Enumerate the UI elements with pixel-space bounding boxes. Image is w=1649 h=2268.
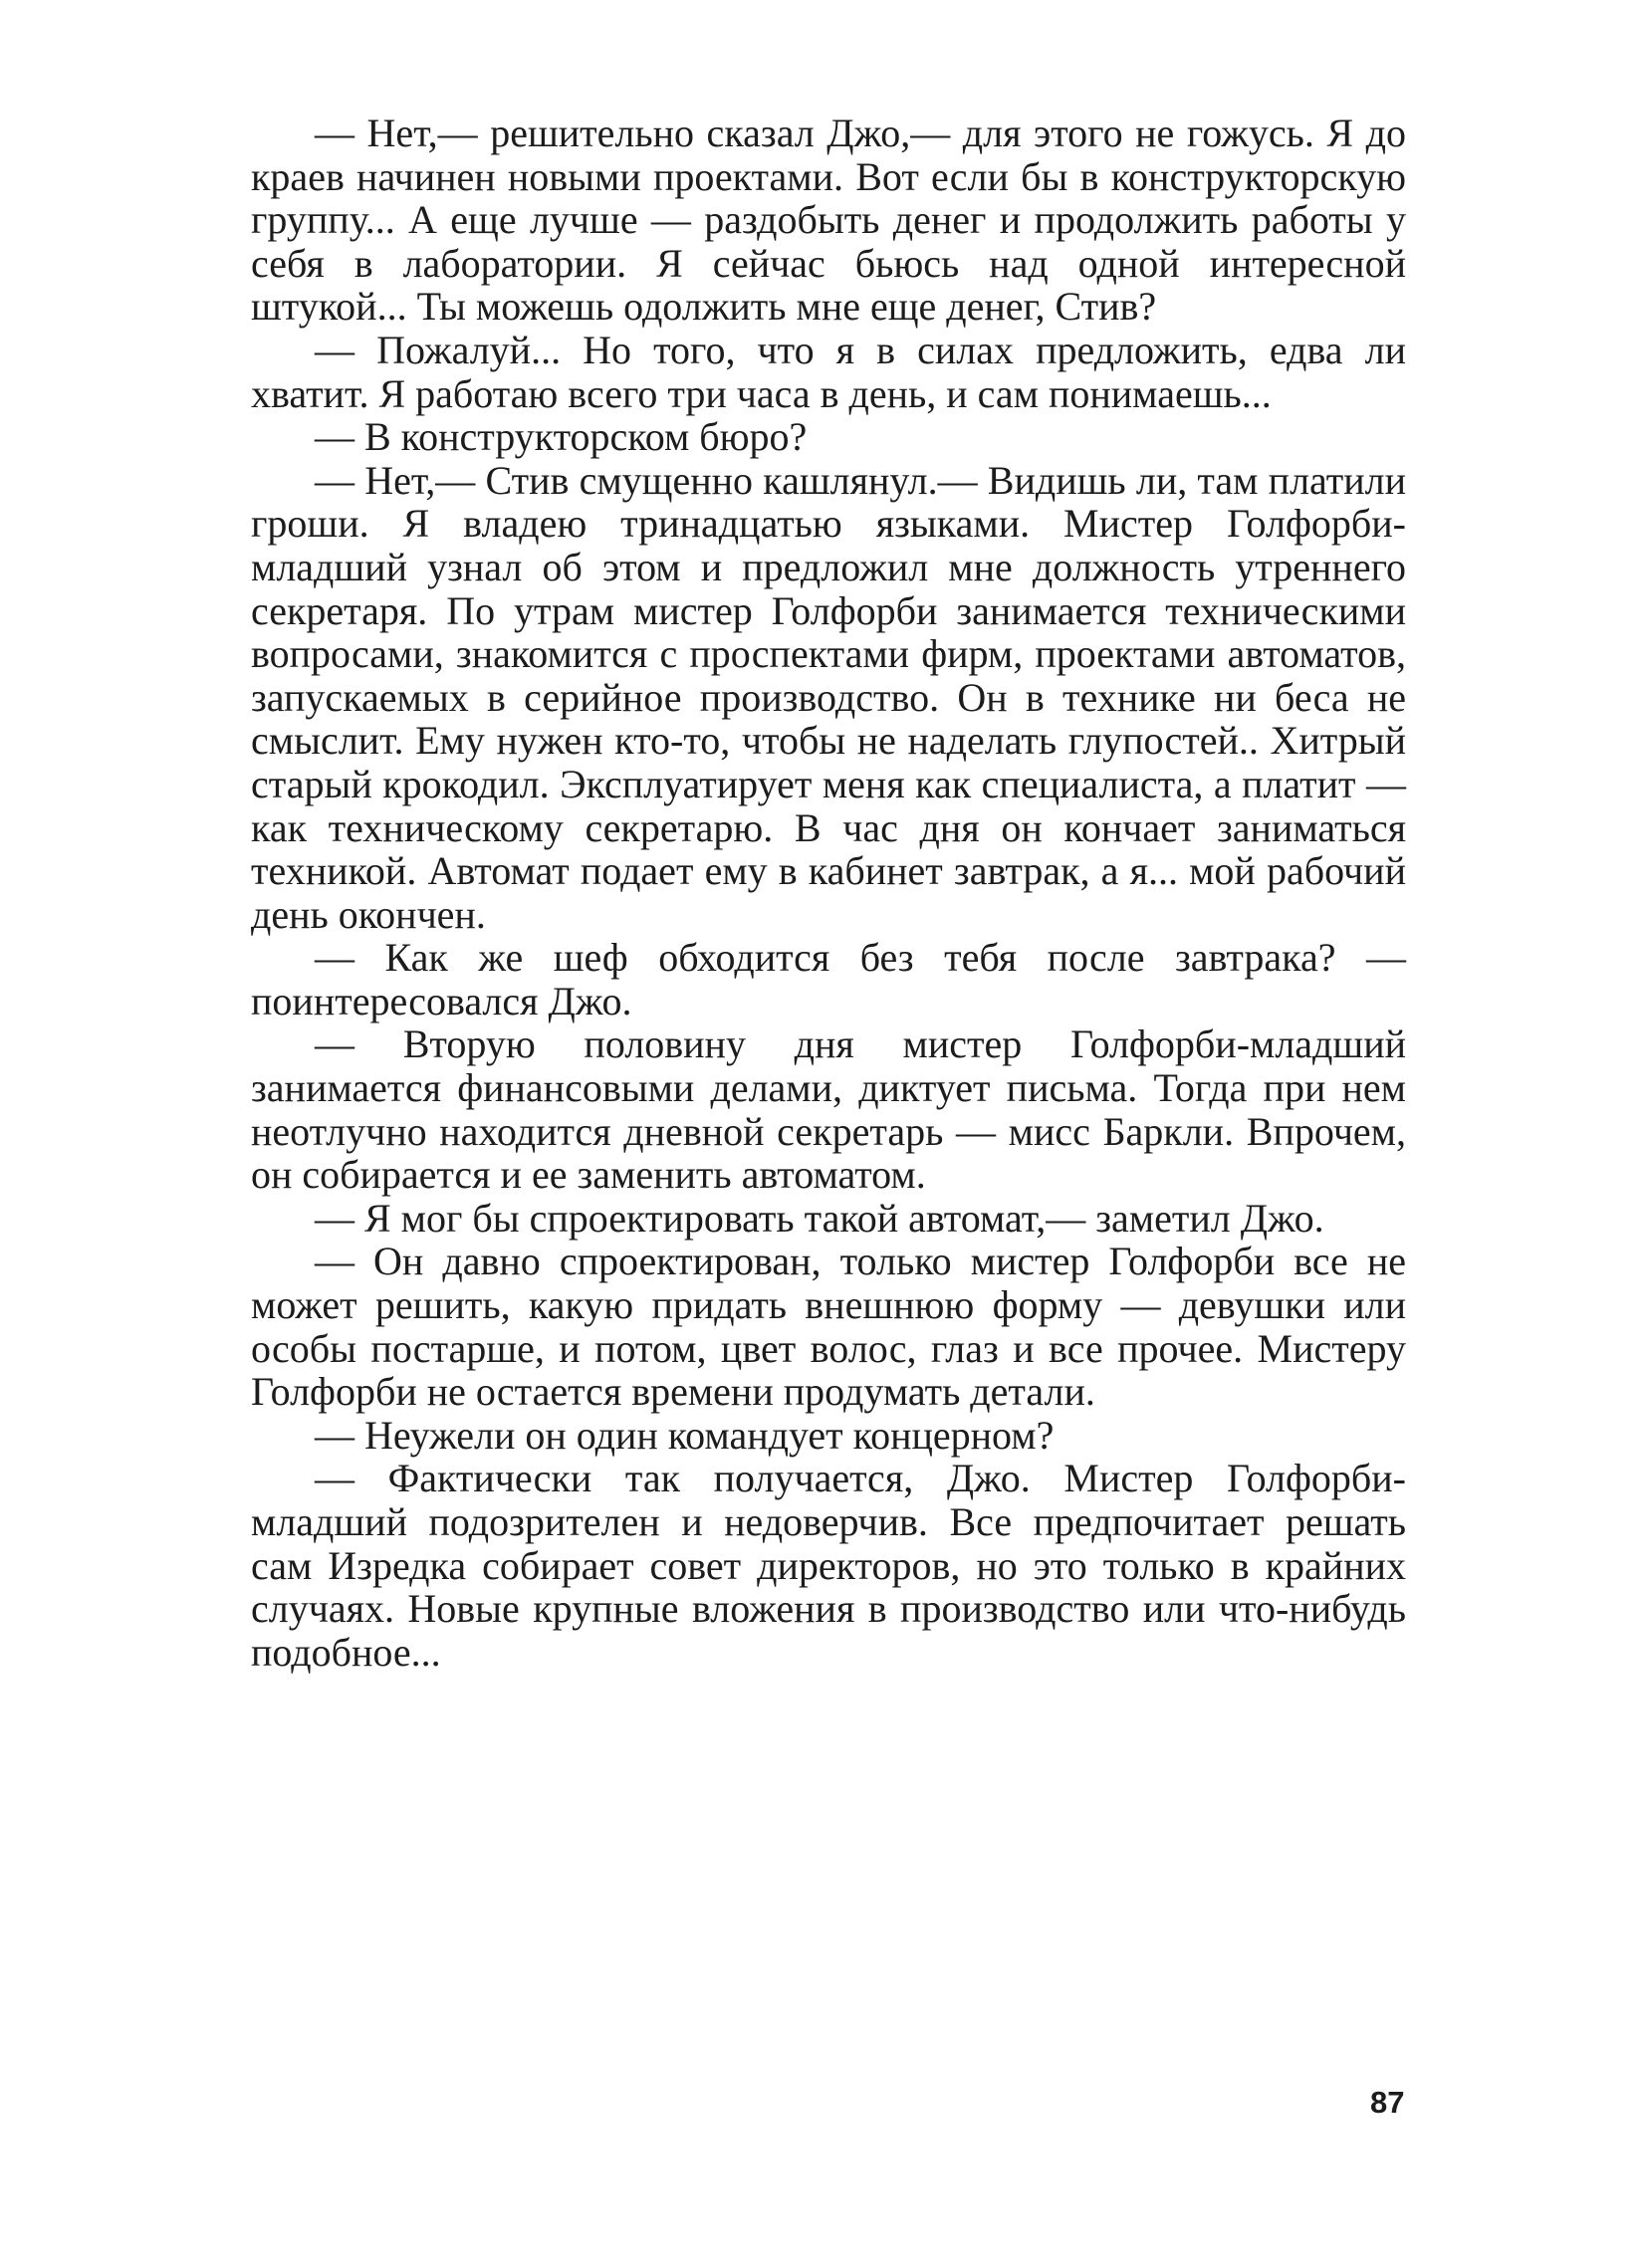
paragraph: — Нет,— решительно сказал Джо,— для этого не гожусь. Я до краев начинен новыми проектами. Вот если бы в конструкторскую группу... А еще лучше — раздобыть денег и продолжить работы у себя в лаборатории. Я сейчас бьюсь над одной интересной штукой... Ты можешь одолжить мне еще денег, Стив? bbox=[251, 111, 1406, 330]
paragraph: — Нет,— Стив смущенно кашлянул.— Видишь ли, там платили гроши. Я владею тринадцатью языками. Мистер Голфорби-младший узнал об этом и предложил мне должность утреннего секретаря. По утрам мистер Голфорби занимается техническими вопросами, знакомится с проспектами фирм, проектами автоматов, запускаемых в серийное производство. Он в технике ни беса не смыслит. Ему нужен кто-то, чтобы не наделать глупостей.. Хитрый старый крокодил. Эксплуатирует меня как специалиста, а платит — как техническому секретарю. В час дня он кончает заниматься техникой. Автомат подает ему в кабинет завтрак, а я... мой рабочий день окончен. bbox=[251, 457, 1406, 937]
paragraph: — Вторую половину дня мистер Голфорби-младший занимается финансовыми делами, диктует письма. Тогда при нем неотлучно находится дневной секретарь — мисс Баркли. Впрочем, он собирается и ее заменить автоматом. bbox=[251, 1021, 1406, 1198]
paragraph: — Фактически так получается, Джо. Мистер Голфорби-младший подозрителен и недоверчив. Все предпочитает решать сам Изредка собирает совет директоров, но это только в крайних случаях. Новые крупные вложения в производство или что-нибудь подобное... bbox=[251, 1456, 1406, 1675]
paragraph: — Я мог бы спроектировать такой автомат,— заметил Джо. bbox=[315, 1195, 1324, 1241]
page-number: 87 bbox=[1370, 2085, 1405, 2120]
paragraph: — Как же шеф обходится без тебя после завтрака? — поинтересовался Джо. bbox=[251, 935, 1406, 1023]
body-text bbox=[251, 112, 1406, 1674]
paragraph: — Пожалуй... Но того, что я в силах предложить, едва ли хватит. Я работаю всего три часа в день, и сам понимаешь... bbox=[251, 327, 1406, 416]
paragraph: — В конструкторском бюро? bbox=[315, 414, 808, 460]
paragraph: — Он давно спроектирован, только мистер Голфорби все не может решить, какую придать внешнюю форму — девушки или особы постарше, и потом, цвет волос, глаз и все прочее. Мистеру Голфорби не остается времени продумать детали. bbox=[251, 1239, 1406, 1415]
paragraph: — Неужели он один командует концерном? bbox=[315, 1412, 1055, 1458]
